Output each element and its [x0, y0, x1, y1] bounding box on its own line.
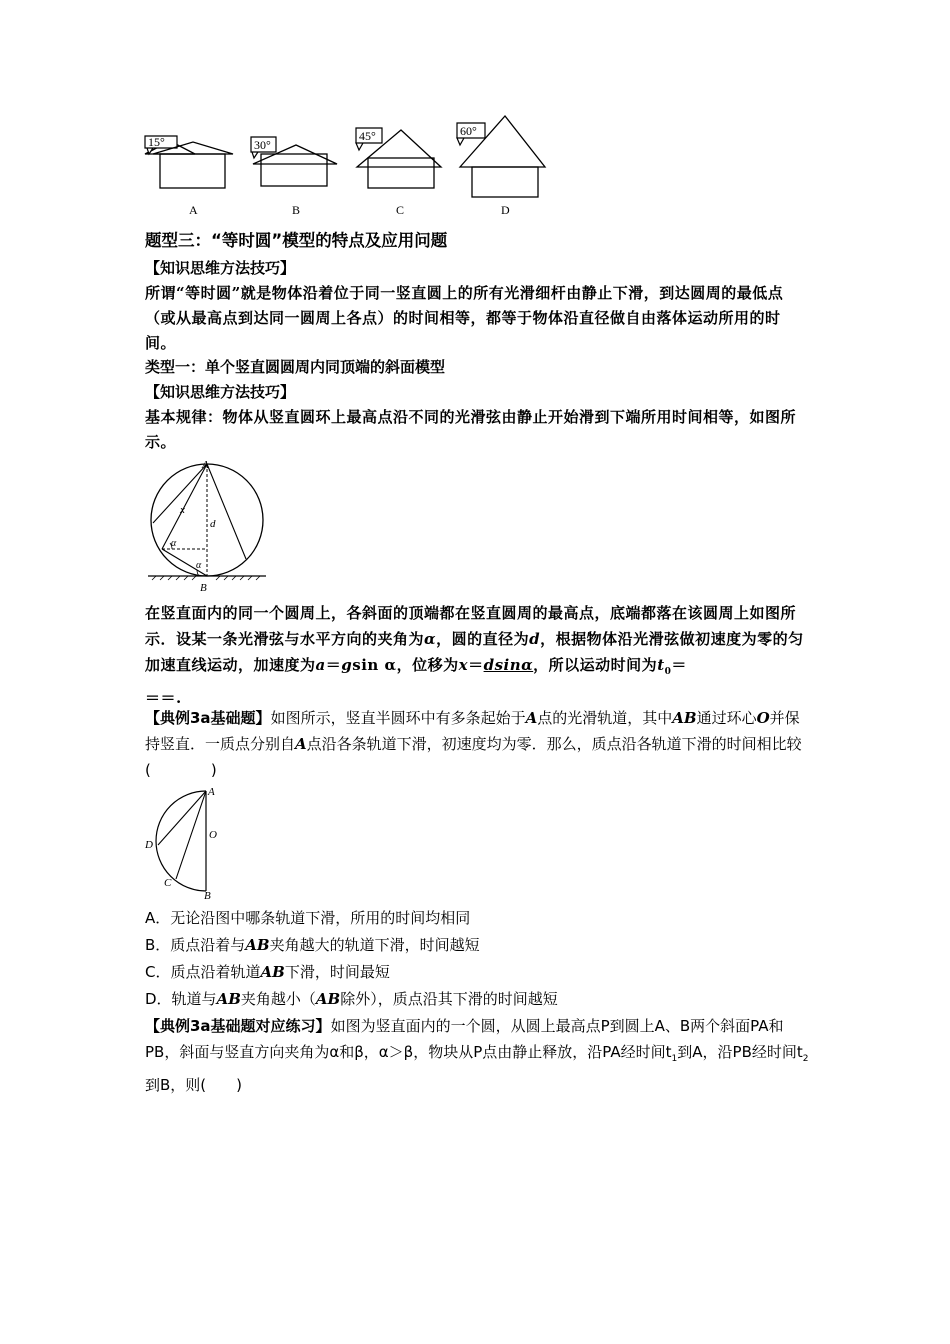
circle-label-d: d: [210, 518, 216, 530]
semi-label-a: A: [208, 786, 215, 798]
option-d-ab2: AB: [315, 990, 341, 1008]
example-3a-text-4: 并保持竖直．一质点分别自: [145, 709, 800, 753]
houses-figure: [135, 112, 555, 224]
option-b-ab: AB: [245, 936, 270, 954]
circle-label-x: x: [180, 504, 185, 516]
house-b-letter: B: [292, 203, 301, 217]
house-a-angle: 15°: [148, 135, 165, 149]
house-b: [251, 137, 337, 217]
example-3a-a1: A: [525, 709, 538, 727]
option-b-post: 夹角越大的轨道下滑，时间越短: [269, 936, 480, 954]
explain-t0: t: [657, 656, 665, 674]
circle-label-b: B: [200, 582, 207, 594]
example-3a-options: [145, 905, 810, 1013]
circle-label-alpha1: α: [171, 538, 177, 549]
example-3a-o: O: [756, 709, 770, 727]
house-b-angle: 30°: [254, 138, 271, 152]
semicircle-figure: [140, 785, 230, 900]
semi-label-o: O: [209, 829, 217, 841]
option-b-pre: B．质点沿着与: [145, 936, 246, 954]
option-d-pre: D．轨道与: [145, 990, 217, 1008]
explain-sin-alpha: sin α: [352, 656, 397, 674]
explain-d: d: [529, 630, 541, 648]
explain-a: a: [315, 656, 326, 674]
example-3a-question: [145, 705, 810, 783]
option-c-post: 下滑，时间最短: [284, 963, 390, 981]
example-3a-ab1: AB: [672, 709, 697, 727]
explain-text-1: 在竖直面内的同一个圆周上，各斜面的顶端都在竖直圆周的最高点，底端都落在该圆周上如图所示．设某一条光滑弦与水平方向的夹角为: [145, 604, 797, 648]
practice-3a-text-1: 如图为竖直面内的一个圆，从圆上最高点P到圆上A、B两个斜面PA和PB，斜面与竖直方向夹角为α和β，α＞β，物块从P点由静止释放，沿PA经时间t: [145, 1017, 784, 1061]
intro-paragraph: 所谓“等时圆”就是物体沿着位于同一竖直圆上的所有光滑细杆由静止下滑，到达圆周的最低点（或从最高点到达同一圆周上各点）的时间相等，都等于物体沿直径做自由落体运动所用的时间。: [145, 284, 784, 352]
option-d: [145, 986, 810, 1013]
practice-3a-t2-sub: 2: [802, 1054, 809, 1064]
example-3a-label: 【典例3a基础题】: [145, 709, 271, 727]
option-d-post: 除外），质点沿其下滑的时间越短: [340, 990, 558, 1008]
option-a: A．无论沿图中哪条轨道下滑，所用的时间均相同: [145, 909, 471, 927]
section-title: 题型三：“等时圆”模型的特点及应用问题: [145, 231, 448, 250]
example-3a-text-3: 通过环心: [696, 709, 757, 727]
semi-label-d: D: [145, 839, 153, 851]
explain-g: g: [341, 656, 353, 674]
option-d-mid: 夹角越小（: [240, 990, 316, 1008]
explain-tail2: ＝＝.: [145, 689, 182, 707]
explain-text-2: ，圆的直径为: [436, 630, 530, 648]
house-d-letter: D: [501, 203, 510, 217]
tips-label: 【知识思维方法技巧】: [145, 259, 296, 277]
house-a-letter: A: [189, 203, 198, 217]
circle-chord-figure: [140, 455, 275, 600]
explain-x: x: [458, 656, 469, 674]
explain-text-5: ，所以运动时间为: [533, 656, 658, 674]
example-3a-a2: A: [295, 735, 307, 753]
semi-label-c: C: [164, 877, 172, 889]
house-c-letter: C: [396, 203, 405, 217]
house-c-angle: 45°: [359, 129, 376, 143]
practice-3a-label: 【典例3a基础题对应练习】: [145, 1017, 331, 1035]
practice-3a-t1-sub: 1: [671, 1054, 678, 1064]
house-c: [356, 128, 441, 217]
explain-alpha: α: [424, 630, 437, 648]
semi-label-b: B: [204, 890, 211, 900]
house-a: [145, 135, 233, 217]
tips-label-2: 【知识思维方法技巧】: [145, 383, 296, 401]
practice-3a-text-3: 到B，则( ): [145, 1076, 242, 1094]
explain-text-3: ，根据物体沿光滑弦做初速度为零的匀加速直线运动，加速度为: [145, 630, 804, 674]
option-c-ab: AB: [260, 963, 285, 981]
explain-t0-sub: 0: [664, 667, 672, 677]
example-3a-text-5: 点沿各条轨道下滑，初速度均为零．那么，质点沿各轨道下滑的时间相比较( ): [145, 735, 802, 779]
type1-title: 类型一：单个竖直圆圆周内同顶端的斜面模型: [145, 358, 446, 376]
option-c-pre: C．质点沿着轨道: [145, 963, 261, 981]
option-d-ab: AB: [216, 990, 241, 1008]
explain-tail: ＝: [671, 656, 687, 674]
explain-text-4: ，位移为: [396, 656, 459, 674]
practice-3a-question: [145, 1013, 810, 1098]
example-3a-text-2: 点的光滑轨道，其中: [537, 709, 673, 727]
example-3a-text-1: 如图所示，竖直半圆环中有多条起始于: [270, 709, 526, 727]
circle-label-a: A: [202, 459, 209, 471]
explain-eq2: ＝: [468, 656, 484, 674]
explain-dsina: dsinα: [483, 656, 534, 674]
option-b: [145, 932, 810, 959]
house-d-angle: 60°: [460, 124, 477, 138]
house-d: [457, 116, 545, 217]
practice-3a-text-2: 到A，沿PB经时间t: [677, 1043, 803, 1061]
option-c: [145, 959, 810, 986]
circle-label-alpha2: α: [196, 560, 202, 571]
rule-paragraph: 基本规律：物体从竖直圆环上最高点沿不同的光滑弦由静止开始滑到下端所用时间相等，如图所示。: [145, 408, 797, 451]
explain-eq1: ＝: [325, 656, 342, 674]
explanation-paragraph: [145, 600, 810, 711]
